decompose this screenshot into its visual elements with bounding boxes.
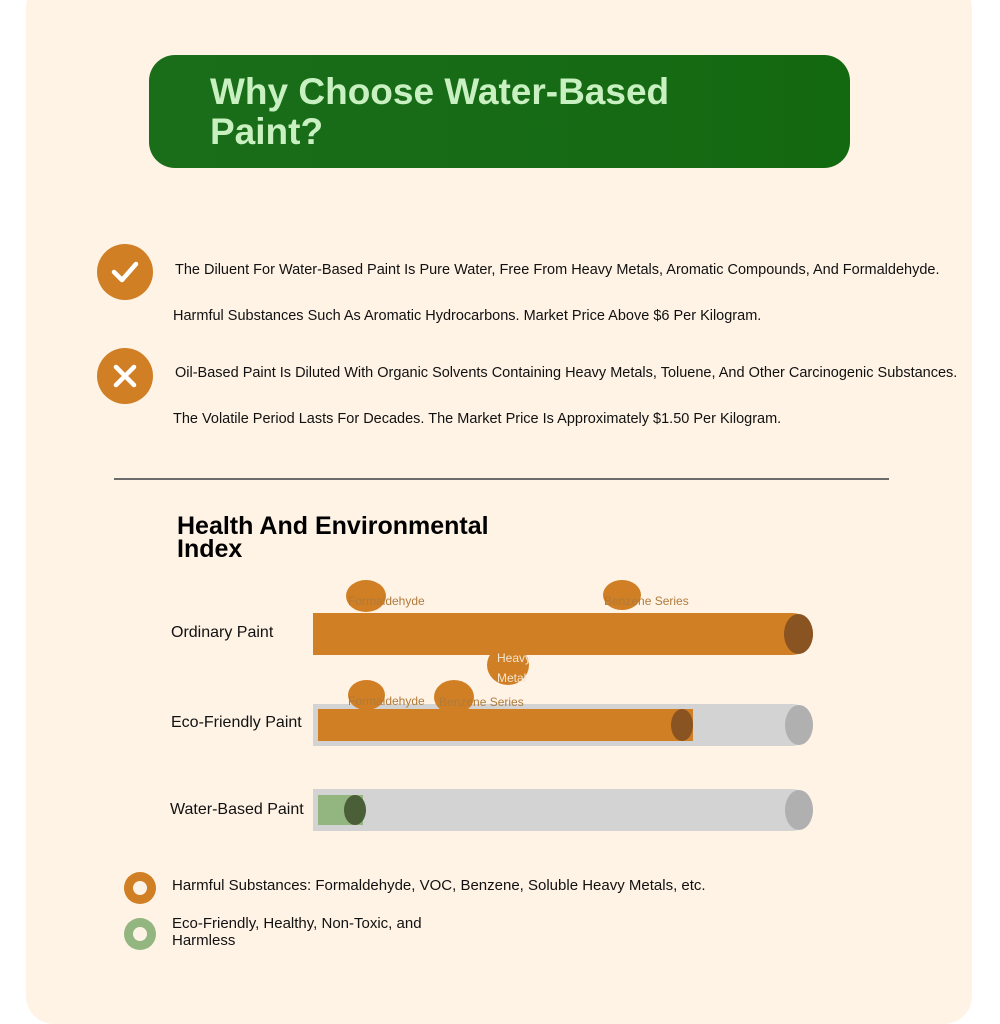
point-1-line-2: Harmful Substances Such As Aromatic Hydrocarbons. Market Price Above $6 Per Kilogram. <box>173 308 762 324</box>
legend-text-eco: Eco-Friendly, Healthy, Non-Toxic, and Harmless <box>172 915 422 949</box>
section-title: Health And Environmental Index <box>177 512 489 563</box>
row-label-ordinary-paint: Ordinary Paint <box>171 624 274 641</box>
marker-label-heavy-metal: Heavy Metal <box>497 651 532 685</box>
bar-end-ordinary-paint <box>784 614 813 654</box>
legend-text-harmful: Harmful Substances: Formaldehyde, VOC, Benzene, Soluble Heavy Metals, etc. <box>172 877 706 894</box>
bar-track-end-water-based-paint <box>785 790 813 830</box>
bar-track-end-eco-friendly-paint <box>785 705 813 745</box>
row-label-water-based-paint: Water-Based Paint <box>170 801 304 818</box>
point-2-line-1: Oil-Based Paint Is Diluted With Organic Solvents Containing Heavy Metals, Toluene, And Other Carcinogenic Substances. <box>175 365 958 381</box>
bar-fill-end-water-based-paint <box>344 795 366 825</box>
page-title: Why Choose Water-Based Paint? <box>210 71 670 152</box>
marker-label-formaldehyde-eco: Formaldehyde <box>348 694 425 708</box>
marker-label-benzene-eco: Benzene Series <box>439 695 524 709</box>
marker-label-benzene-ordinary: Benzene Series <box>604 594 689 608</box>
bar-fill-eco-friendly-paint <box>318 709 693 741</box>
point-2-line-2: The Volatile Period Lasts For Decades. The Market Price Is Approximately $1.50 Per Kilogram. <box>173 411 782 427</box>
check-icon <box>97 244 153 300</box>
marker-label-formaldehyde-ordinary: Formaldehyde <box>348 594 425 608</box>
bar-fill-end-eco-friendly-paint <box>671 709 693 741</box>
divider <box>114 478 889 480</box>
bar-track-water-based-paint <box>313 789 813 831</box>
point-1-line-1: The Diluent For Water-Based Paint Is Pure Water, Free From Heavy Metals, Aromatic Compounds, And Formaldehyde. <box>175 262 940 278</box>
cross-icon <box>97 348 153 404</box>
legend-dot-eco <box>124 918 156 950</box>
row-label-eco-friendly-paint: Eco-Friendly Paint <box>171 714 302 731</box>
bar-track-ordinary-paint <box>313 613 813 655</box>
legend-dot-harmful <box>124 872 156 904</box>
